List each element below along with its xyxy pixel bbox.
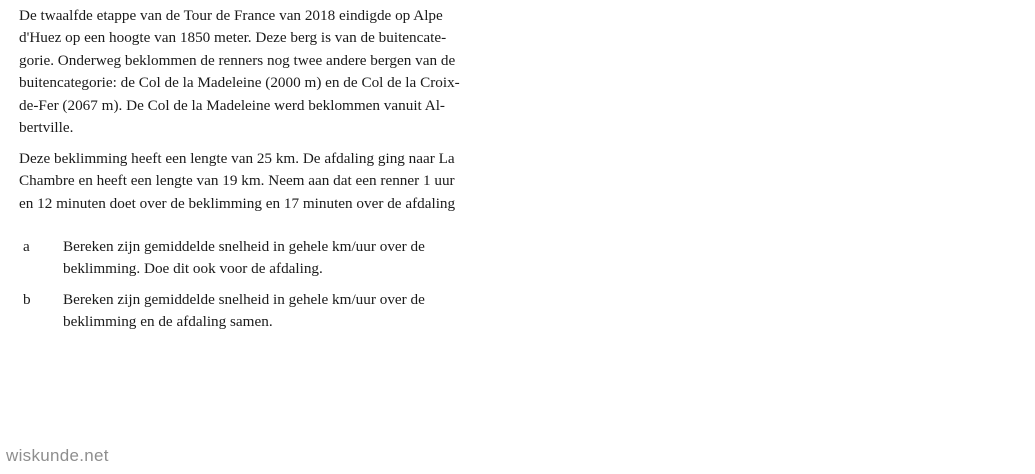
intro-paragraph xyxy=(19,5,519,139)
question-text xyxy=(63,289,425,334)
question-letter: a xyxy=(23,238,30,255)
question-letter: b xyxy=(23,291,31,308)
paragraph-line: Deze beklimming heeft een lengte van 25 km. De afdaling ging naar La xyxy=(19,150,455,167)
site-watermark: wiskunde.net xyxy=(6,446,109,465)
question-line: Bereken zijn gemiddelde snelheid in gehele km/uur over de xyxy=(63,238,425,255)
question-line: Bereken zijn gemiddelde snelheid in gehele km/uur over de xyxy=(63,291,425,308)
paragraph-line: De twaalfde etappe van de Tour de France van 2018 eindigde op Alpe xyxy=(19,7,443,24)
paragraph-line: bertville. xyxy=(19,119,74,137)
paragraph-line: en 12 minuten doet over de beklimming en 17 minuten over de afdaling xyxy=(19,194,456,212)
paragraph-line: gorie. Onderweg beklommen de renners nog twee andere bergen van de xyxy=(19,51,456,69)
paragraph-line: de-Fer (2067 m). De Col de la Madeleine werd beklommen vanuit Al- xyxy=(19,96,445,114)
paragraph-line: buitencategorie: de Col de la Madeleine (2000 m) en de Col de la Croix- xyxy=(19,74,460,92)
question-text xyxy=(63,236,425,281)
paragraph-line: Chambre en heeft een lengte van 19 km. Neem aan dat een renner 1 uur xyxy=(19,172,455,190)
question-line: beklimming. Doe dit ook voor de afdaling. xyxy=(63,260,323,278)
paragraph-line: d'Huez op een hoogte van 1850 meter. Deze berg is van de buitencate- xyxy=(19,29,447,47)
question-line: beklimming en de afdaling samen. xyxy=(63,313,273,331)
climb-details-paragraph xyxy=(19,148,519,215)
